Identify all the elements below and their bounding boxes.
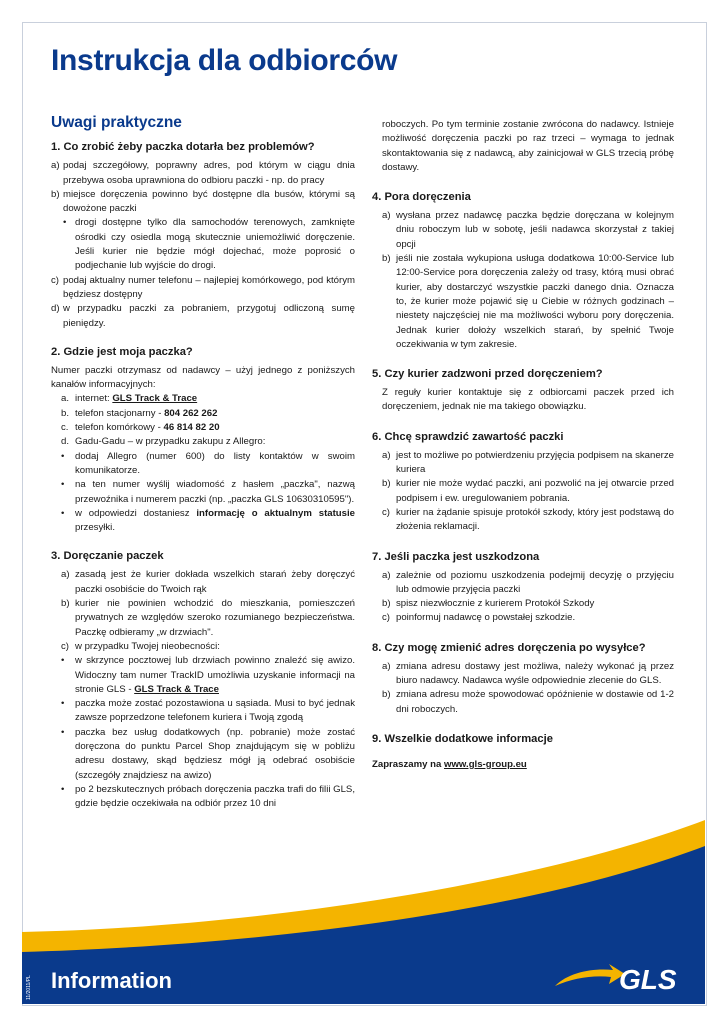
section-1-title: 1. Co zrobić żeby paczka dotarła bez problemów? xyxy=(51,141,315,154)
list-item: a) jest to możliwe po potwierdzeniu przyjęcia podpisem na skanerze kuriera xyxy=(382,449,674,476)
list-item: b) spisz niezwłocznie z kurierem Protokół Szkody xyxy=(382,598,595,610)
logo-wordmark: GLS xyxy=(619,964,677,995)
list-bullet: • paczka może zostać pozostawiona u sąsiada. Musi to być jednak zawsze poprzedzone telefonem kuriera i Twoją zgodą xyxy=(61,698,355,724)
gls-logo xyxy=(553,960,679,996)
section-3-continued: roboczych. Po tym terminie zostanie zwrócona do nadawcy. Istnieje możliwość doręczenia paczki po raz trzeci – wymaga to jednak skontaktowania się z nadawcą, aby zainicjował w GLS trzecią próbę dostawy. xyxy=(382,119,674,173)
website-link[interactable]: www.gls-group.eu xyxy=(444,758,527,770)
list-item: a) zmiana adresu dostawy jest możliwa, należy wykonać ją przez biuro nadawcy. Nadawca wyśle odpowiednie zlecenie do GLS. xyxy=(382,660,674,687)
section-6 xyxy=(372,430,674,535)
section-5-title: 5. Czy kurier zadzwoni przed doręczeniem? xyxy=(372,368,603,381)
section-7-title: 7. Jeśli paczka jest uszkodzona xyxy=(372,550,540,563)
list-bullet: • paczka bez usług dodatkowych (np. pobranie) może zostać doręczona do punktu Parcel Shop znajdującym się w pobliżu adresu dostawy, skąd będziesz mógł ją odebrać osobiście (szczegóły znajdziesz na awizo) xyxy=(61,726,355,781)
footer-title: Information xyxy=(51,968,172,993)
list-item: b) kurier nie może wydać paczki, ani pozwolić na jej otwarcie przed podpisem i ew. uregulowaniem pobrania. xyxy=(382,478,674,504)
list-bullet: • dodaj Allegro (numer 600) do listy kontaktów w swoim komunikatorze. xyxy=(61,450,355,476)
track-trace-link[interactable]: GLS Track & Trace xyxy=(134,683,219,695)
section-4-title: 4. Pora doręczenia xyxy=(372,191,471,204)
section-2-title: 2. Gdzie jest moja paczka? xyxy=(51,345,193,358)
list-item: c) podaj aktualny numer telefonu – najlepiej komórkowego, pod którym będziesz dostępny xyxy=(51,274,355,300)
section-subtitle: Uwagi praktyczne xyxy=(51,114,182,131)
list-bullet: • po 2 bezskutecznych próbach doręczenia paczka trafi do filii GLS, gdzie będzie oczekiwała na odbiór przez 10 dni xyxy=(61,783,355,810)
section-7 xyxy=(372,550,674,626)
landline-number: 804 262 262 xyxy=(164,407,218,419)
list-item: c) w przypadku Twojej nieobecności: xyxy=(61,640,220,652)
list-item: b. telefon stacjonarny - 804 262 262 xyxy=(61,407,218,419)
list-item: b) miejsce doręczenia powinno być dostępne dla busów, którymi są dowożone paczki xyxy=(51,188,355,215)
logo-arrow-swoosh xyxy=(555,964,625,986)
section-2 xyxy=(51,345,355,536)
list-item: c) kurier na żądanie spisuje protokół szkody, który jest podstawą do złożenia reklamacji. xyxy=(382,506,674,533)
list-bullet: • drogi dostępne tylko dla samochodów terenowych, zamknięte ośrodki czy osiedla mogą skutecznie uniemożliwić doręczenie. Jeśli kurier nie będzie mógł dojechać, może poprosić o podjechanie lub wyjście do drogi. xyxy=(63,217,355,272)
list-item: a) wysłana przez nadawcę paczka będzie doręczana w kolejnym dniu roboczym lub w sobotę, jeśli nadawca skorzystał z takiej opcji xyxy=(382,210,674,250)
list-item: b) kurier nie powinien wchodzić do mieszkania, pomieszczeń prywatnych ze względów szeroko rozumianego bezpieczeństwa. Paczkę odbieramy „w drzwiach". xyxy=(61,598,355,638)
section-6-title: 6. Chcę sprawdzić zawartość paczki xyxy=(372,430,564,443)
list-bullet: • w skrzynce pocztowej lub drzwiach powinno znaleźć się awizo. Widoczny tam numer TrackID umożliwia uzyskanie informacji na stronie GLS - GLS Track & Trace xyxy=(61,655,355,695)
list-item: a) podaj szczegółowy, poprawny adres, pod którym w ciągu dnia przebywa osoba uprawniona do odbioru paczki - np. do pracy xyxy=(51,160,355,186)
list-item: b) jeśli nie została wykupiona usługa dodatkowa 10:00-Service lub 12:00-Service pora doręczenia zależy od trasy, którą musi obrać kurier, aby dostarczyć wszystkie paczki danego dnia. Oznacza to, że kurier może pojawić się u Ciebie w różnych godzinach – niestety najczęściej nie ma możliwości wyboru pory doręczenia. Jednak kurier dołoży wszelkich starań, by spełnić Twoje oczekiwania w tym zakresie. xyxy=(382,253,674,350)
section-9-title: 9. Wszelkie dodatkowe informacje xyxy=(372,732,553,745)
left-column xyxy=(51,116,355,825)
list-bullet: • w odpowiedzi dostaniesz informację o aktualnym statusie przesyłki. xyxy=(61,507,355,534)
mobile-number: 46 814 82 20 xyxy=(163,422,220,434)
right-column xyxy=(372,118,674,787)
list-item: a. internet: GLS Track & Trace xyxy=(61,393,198,405)
list-item: b) zmiana adresu może spowodować opóźnienie w dostawie od 1-2 dni roboczych. xyxy=(382,689,674,715)
section-8-title: 8. Czy mogę zmienić adres doręczenia po wysyłce? xyxy=(372,641,646,654)
section-3-title: 3. Doręczanie paczek xyxy=(51,550,164,563)
section-2-intro: Numer paczki otrzymasz od nadawcy – użyj jednego z poniższych kanałów informacyjnych: xyxy=(51,364,355,391)
list-item: a) zależnie od poziomu uszkodzenia podejmij decyzję o przyjęciu lub odmowie przyjęcia paczki xyxy=(382,569,674,595)
document-code: 11/2011/PL xyxy=(26,975,32,1000)
list-bullet: • na ten numer wyślij wiadomość z hasłem „paczka", nazwą przewoźnika i numerem paczki (np. „paczka GLS 10630310595"). xyxy=(61,479,355,505)
list-item: c) poinformuj nadawcę o powstałej szkodzie. xyxy=(382,612,576,624)
list-item: c. telefon komórkowy - 46 814 82 20 xyxy=(61,422,220,434)
track-trace-link[interactable]: GLS Track & Trace xyxy=(112,393,198,405)
list-item: d. Gadu-Gadu – w przypadku zakupu z Allegro: xyxy=(61,436,266,448)
section-4 xyxy=(372,190,674,352)
page-title: Instrukcja dla odbiorców xyxy=(51,44,398,77)
list-item: d) w przypadku paczki za pobraniem, przygotuj odliczoną sumę pieniędzy. xyxy=(51,303,355,329)
section-8 xyxy=(372,641,674,717)
section-3 xyxy=(51,549,355,811)
section-1 xyxy=(51,140,355,331)
section-9: 9. Wszelkie dodatkowe informacje Zapraszamy na www.gls-group.eu xyxy=(372,732,674,772)
list-item: a) zasadą jest że kurier dokłada wszelkich starań żeby doręczyć paczki osobiście do Twoich rąk xyxy=(61,569,355,595)
section-5: 5. Czy kurier zadzwoni przed doręczeniem? Z reguły kurier kontaktuje się z odbiorcami paczek przed ich doręczeniem, jednak nie ma takiego obowiązku. xyxy=(372,368,674,413)
